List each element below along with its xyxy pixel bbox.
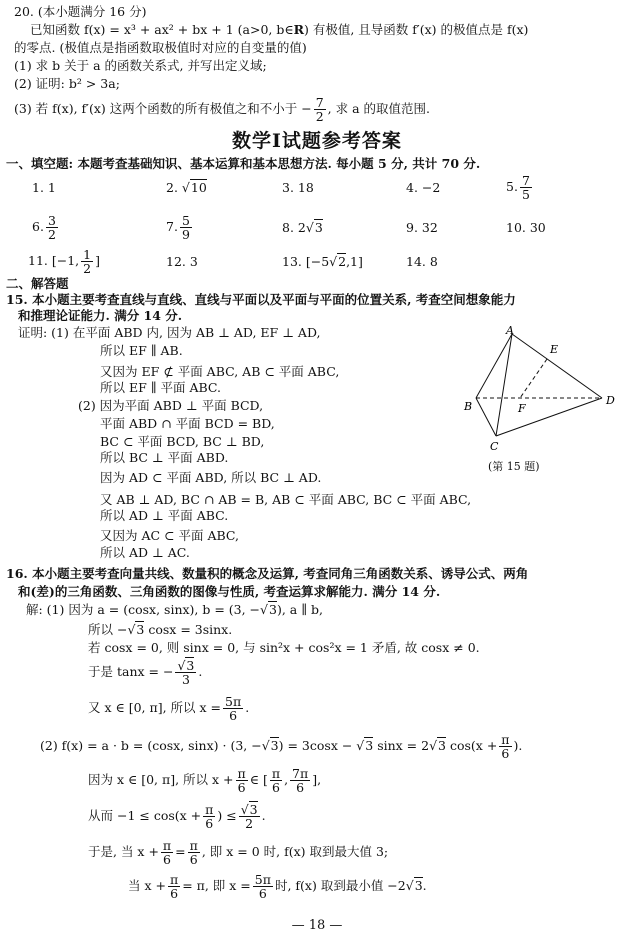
q20-header: 20. (本小题满分 16 分) <box>14 4 147 19</box>
fill-heading: 一、填空题: 本题考查基础知识、基本运算和基本思想方法. 每小题 5 分, 共计 70 分. <box>6 156 481 171</box>
q20-part2: (2) 证明: b² > 3a; <box>14 76 120 91</box>
answer-section-title: 数学Ⅰ试题参考答案 <box>232 130 402 152</box>
q15-heading-line2: 和推理论证能力. 满分 14 分. <box>18 308 183 323</box>
vertex-label-c: C <box>490 440 499 453</box>
q16-heading-line1: 16. 本小题主要考查向量共线、数量积的概念及运算, 考查同角三角函数关系、诱导公式、两角 <box>6 566 529 581</box>
q20-stem-line1: 已知函数 f(x) = x³ + ax² + bx + 1 (a>0, b∈R) 有极值, 且导函数 f′(x) 的极值点是 f(x) <box>30 22 529 37</box>
answer-2: 2. √10 <box>166 180 207 195</box>
answer-14: 14. 8 <box>406 254 438 269</box>
figure-caption: (第 15 题) <box>488 460 540 473</box>
q15-step-7: BC ⊂ 平面 BCD, BC ⊥ BD, <box>100 434 265 449</box>
q15-step-10: 又 AB ⊥ AD, BC ∩ AB = B, AB ⊂ 平面 ABC, BC ⊂ 平面 ABC, <box>100 492 472 507</box>
q15-step-11: 所以 AD ⊥ 平面 ABC. <box>100 508 229 523</box>
q20-stem-line2: 的零点. (极值点是指函数取极值时对应的自变量的值) <box>14 40 307 55</box>
q15-step-5: (2) 因为平面 ABD ⊥ 平面 BCD, <box>78 398 264 413</box>
q15-step-13: 所以 AD ⊥ AC. <box>100 545 190 560</box>
answer-4: 4. −2 <box>406 180 441 195</box>
vertex-label-f: F <box>518 402 526 415</box>
answer-6: 6. $\frac{3}{2}$ <box>32 213 56 242</box>
answer-7: 7. $\frac{5}{9}$ <box>166 213 190 242</box>
answer-10: 10. 30 <box>506 220 546 235</box>
q15-heading-line1: 15. 本小题主要考查直线与直线、直线与平面以及平面与平面的位置关系, 考查空间想象能力 <box>6 292 516 307</box>
q16-step-4: 于是 tanx = − $\frac{√3}{3}$ . <box>88 658 203 687</box>
q16-step-8: 从而 −1 ≤ cos(x + $\frac{\pi}{6}$ ) ≤ $\frac{√3}{2}$ . <box>88 802 266 831</box>
q15-step-3: 又因为 EF ⊄ 平面 ABC, AB ⊂ 平面 ABC, <box>100 364 340 379</box>
q16-step-1: 解: (1) 因为 a = (cosx, sinx), b = (3, −√3), a ∥ b, <box>26 602 323 617</box>
vertex-label-a: A <box>506 326 514 337</box>
q16-heading-line2: 和(差)的三角函数、三角函数的图像与性质, 考查运算求解能力. 满分 14 分. <box>18 584 441 599</box>
q16-step-7: 因为 x ∈ [0, π], 所以 x + $\frac{\pi}{6}$ ∈ [ $\frac{\pi}{6}$ , $\frac{7\pi}{6}$ ], <box>88 766 322 795</box>
q15-step-2: 所以 EF ∥ AB. <box>100 343 183 358</box>
q16-step-3: 若 cosx = 0, 则 sinx = 0, 与 sin²x + cos²x = 1 矛盾, 故 cosx ≠ 0. <box>88 640 480 655</box>
vertex-label-b: B <box>464 400 473 413</box>
q15-step-8: 所以 BC ⊥ 平面 ABD. <box>100 450 229 465</box>
q16-step-2: 所以 −√3 cosx = 3sinx. <box>88 622 233 637</box>
q20-part3: (3) 若 f(x), f′(x) 这两个函数的所有极值之和不小于 − $\frac{7}{2}$ , 求 a 的取值范围. <box>14 95 430 124</box>
q16-step-9: 于是, 当 x + $\frac{\pi}{6}$ = $\frac{\pi}{6}$ , 即 x = 0 时, f(x) 取到最大值 3; <box>88 838 389 867</box>
answer-5: 5. $\frac{7}{5}$ <box>506 173 530 202</box>
answer-9: 9. 32 <box>406 220 438 235</box>
q15-step-4: 所以 EF ∥ 平面 ABC. <box>100 380 222 395</box>
vertex-label-e: E <box>550 343 559 356</box>
tetrahedron-figure <box>456 326 626 476</box>
answer-11: 11. [−1, $\frac{1}{2}$ ] <box>28 247 100 276</box>
page-number: — 18 — <box>291 918 343 933</box>
vertex-label-d: D <box>606 394 615 407</box>
answer-1: 1. 1 <box>32 180 56 195</box>
q15-step-6: 平面 ABD ∩ 平面 BCD = BD, <box>100 416 275 431</box>
answer-13: 13. [−5√2,1] <box>282 254 363 269</box>
q16-step-10: 当 x + $\frac{\pi}{6}$ = π, 即 x = $\frac{5\pi}{6}$ 时, f(x) 取到最小值 −2√3. <box>128 872 427 901</box>
q15-step-12: 又因为 AC ⊂ 平面 ABC, <box>100 528 239 543</box>
solve-heading: 二、解答题 <box>6 276 69 291</box>
answer-3: 3. 18 <box>282 180 314 195</box>
q20-part1: (1) 求 b 关于 a 的函数关系式, 并写出定义域; <box>14 58 267 73</box>
q15-step-9: 因为 AD ⊂ 平面 ABD, 所以 BC ⊥ AD. <box>100 470 322 485</box>
q16-step-6: (2) f(x) = a · b = (cosx, sinx) · (3, −√3) = 3cosx − √3 sinx = 2√3 cos(x + $\frac{\pi}{6}$ ). <box>40 732 523 761</box>
q15-step-1: 证明: (1) 在平面 ABD 内, 因为 AB ⊥ AD, EF ⊥ AD, <box>18 325 321 340</box>
answer-8: 8. 2√3 <box>282 220 323 235</box>
answer-12: 12. 3 <box>166 254 198 269</box>
q16-step-5: 又 x ∈ [0, π], 所以 x = $\frac{5\pi}{6}$ . <box>88 694 250 723</box>
